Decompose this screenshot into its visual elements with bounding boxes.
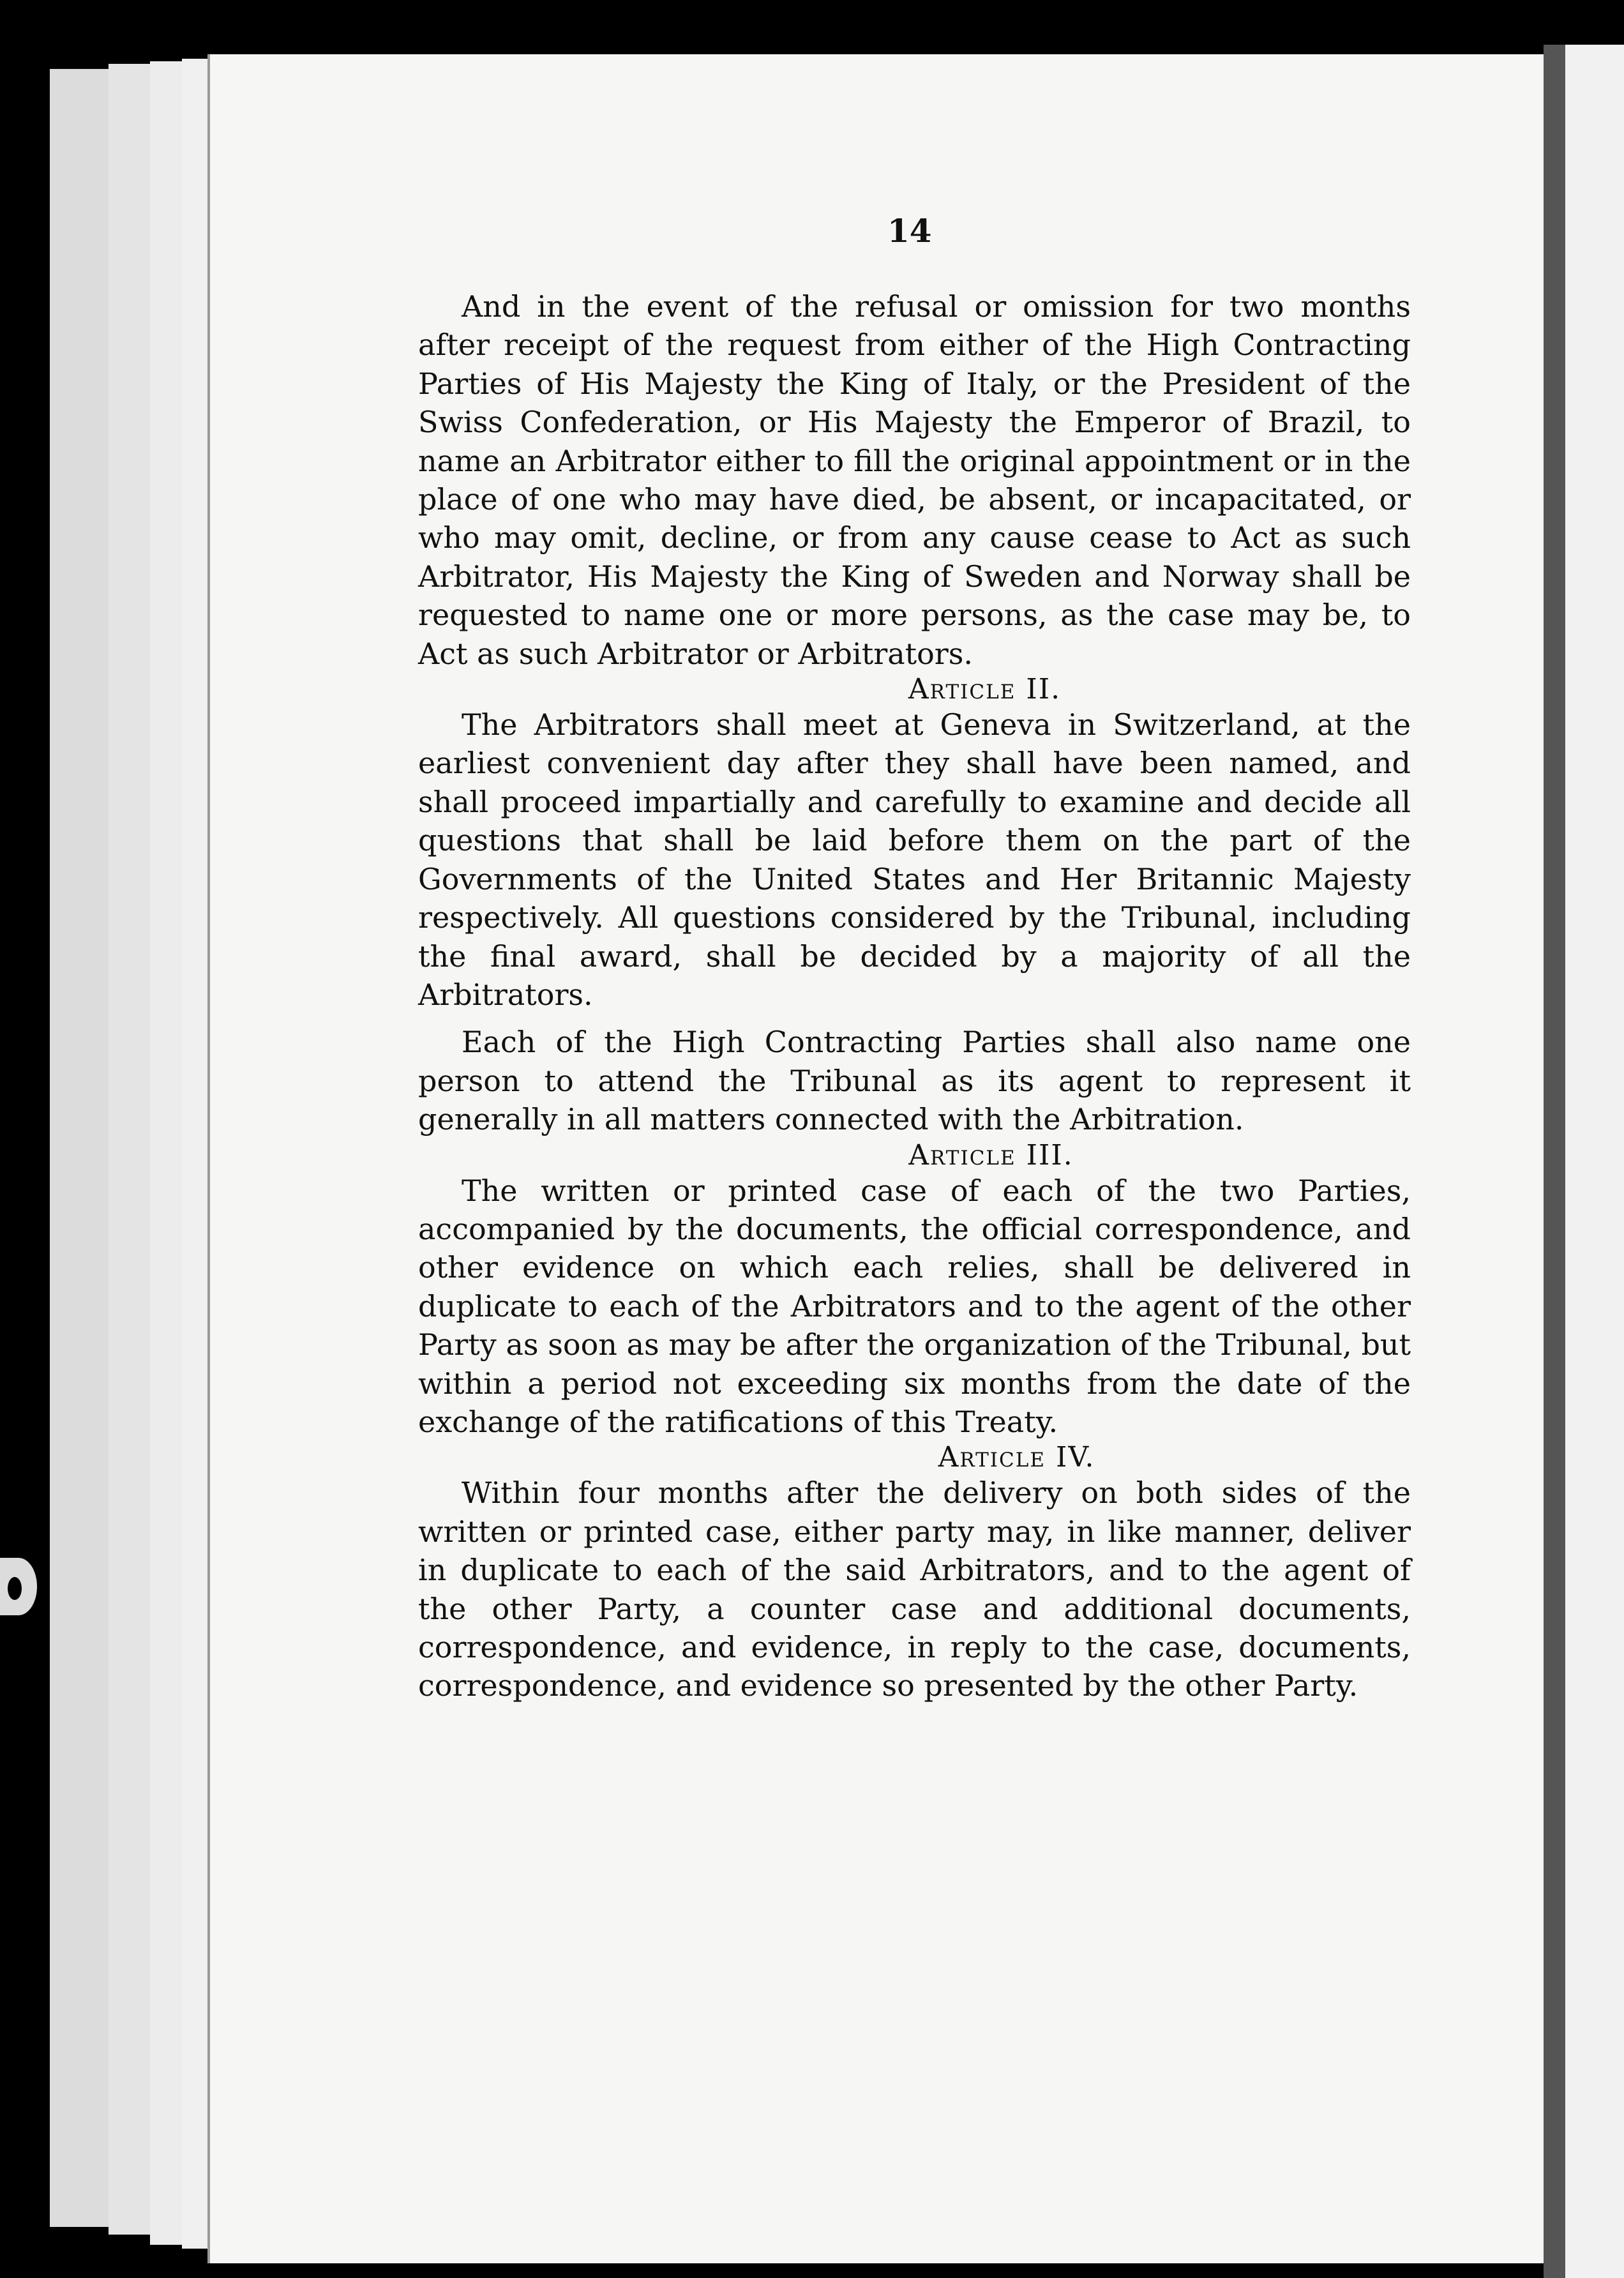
page-number: 14 [887,212,932,250]
paragraph: The Arbitrators shall meet at Geneva in Switzerland, at the earliest convenient day after they shall have been named, and shall proceed impartially and carefully to examine and decide all questions that shall be laid before them on the part of the Governments of the United States and Her Britannic Majesty respectively. All questions considered by the Tribunal, including the final award, shall be decided by a majority of all the Arbitrators. [418,707,1411,1012]
article-heading: Article IV. [938,1441,1095,1474]
book-spine-shadow [1544,45,1565,2278]
article-heading: Article III. [908,1138,1074,1172]
punch-hole [8,1577,22,1600]
paragraph: And in the event of the refusal or omission for two months after receipt of the request from either of the High Contracting Parties of His Majesty the King of Italy, or the President of the Swiss Confederation, or His Majesty the Emperor of Brazil, to name an Arbitrator either to fill the original appointment or in the place of one who may have died, be absent, or incapacitated, or who may omit, decline, or from any cause cease to Act as such Arbitrator, His Majesty the King of Sweden and Norway shall be requested to name one or more persons, as the case may be, to Act as such Arbitrator or Arbitrators. [418,289,1411,671]
paragraph: Within four months after the delivery on both sides of the written or printed case, either party may, in like manner, deliver in duplicate to each of the said Arbitrators, and to the agent of the other Party, a counter case and additional documents, correspondence, and evidence, in reply to the case, documents, correspondence, and evidence so presented by the other Party. [418,1475,1411,1703]
paragraph: Each of the High Contracting Parties shall also name one person to attend the Tribunal as its agent to represent it generally in all matters connected with the Arbitration. [418,1025,1411,1137]
paragraph: The written or printed case of each of the two Parties, accompanied by the documents, the official correspondence, and other evidence on which each relies, shall be delivered in duplicate to each of the Arbitrators and to the agent of the other Party as soon as may be after the organization of the Tribunal, but within a period not exceeding six months from the date of the exchange of the ratifications of this Treaty. [418,1173,1411,1439]
article-heading: Article II. [908,673,1062,706]
document-body [418,287,1411,1705]
facing-page-edge [1565,45,1624,2278]
